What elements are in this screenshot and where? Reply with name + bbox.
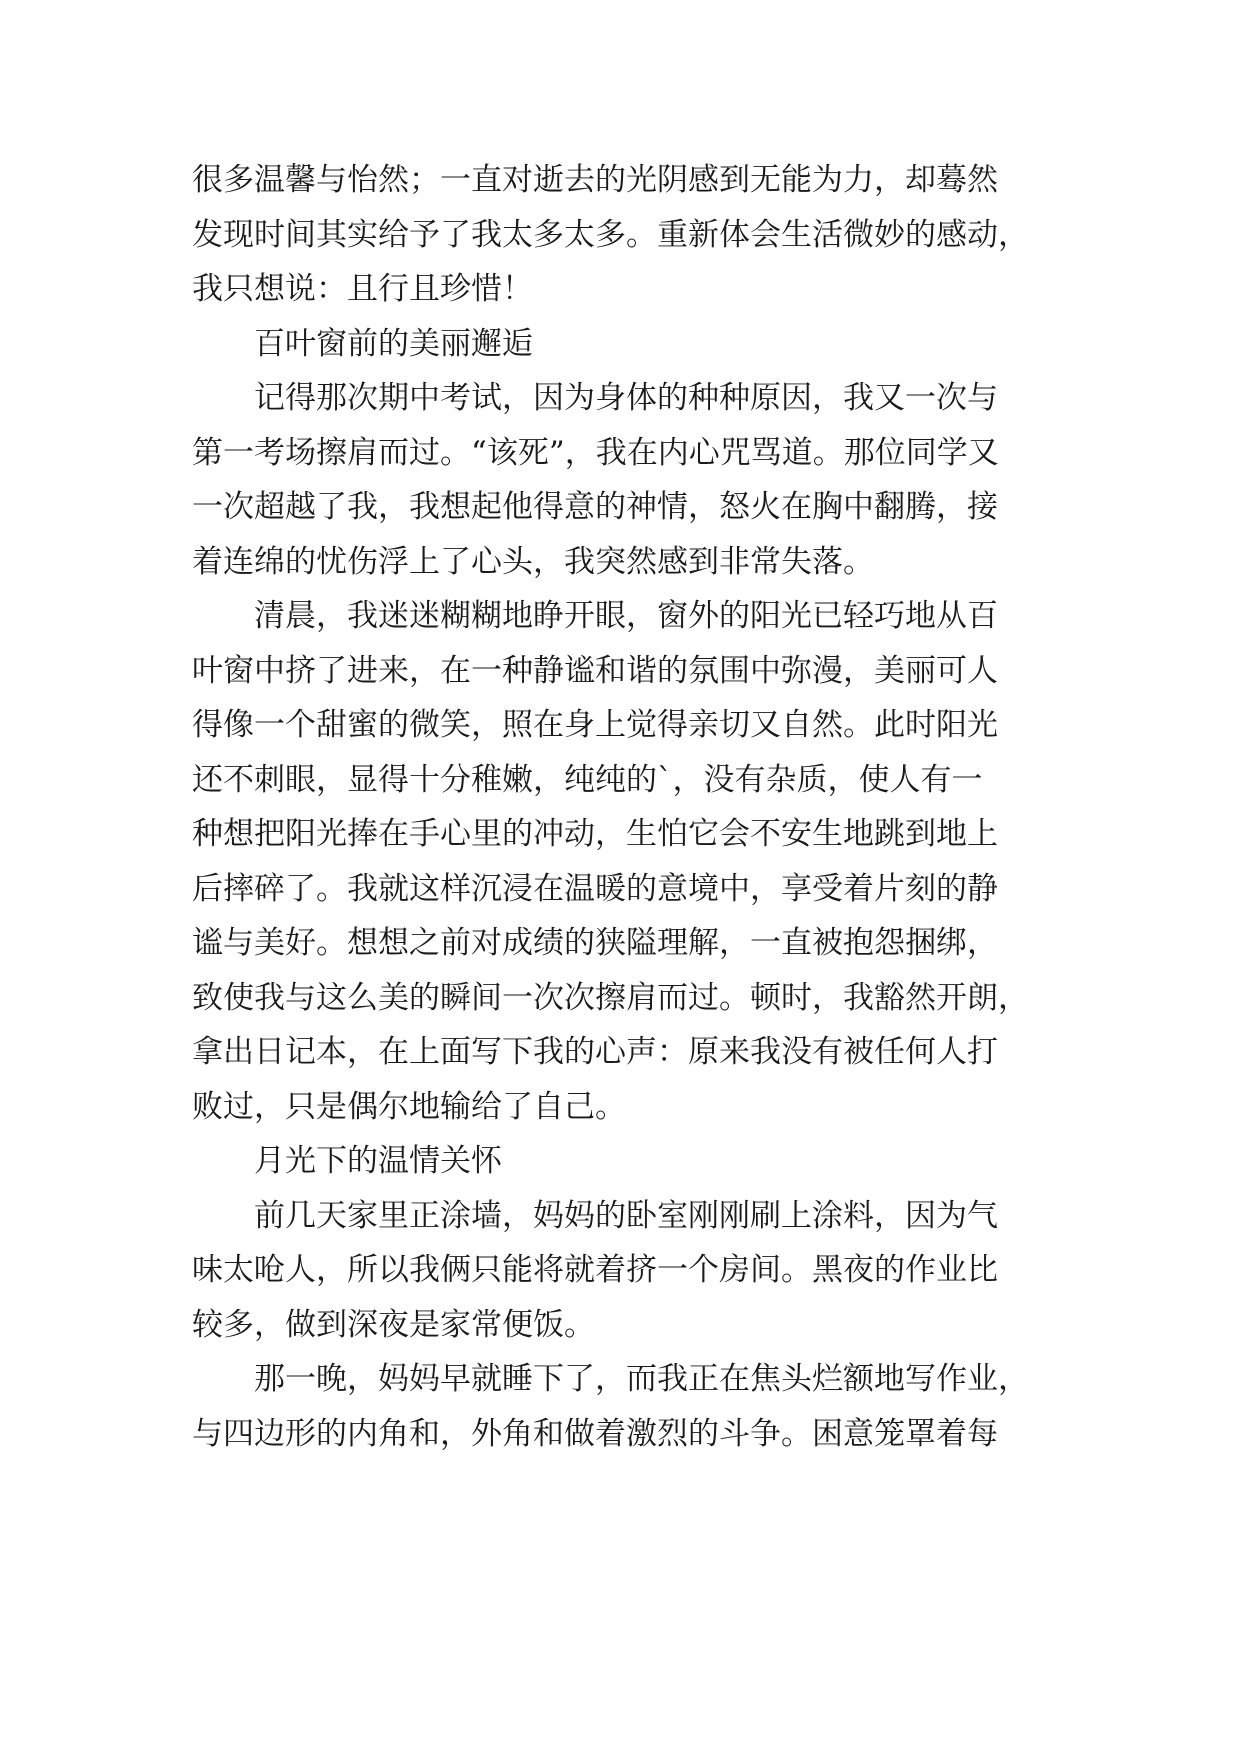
paragraph-line: 谧与美好。想想之前对成绩的狭隘理解，一直被抱怨捆绑，: [192, 925, 998, 961]
paragraph-line: 我只想说：且行且珍惜！: [192, 271, 533, 307]
paragraph-line: 记得那次期中考试，因为身体的种种原因，我又一次与: [254, 380, 998, 416]
paragraph-line: 发现时间其实给予了我太多太多。重新体会生活微妙的感动，: [192, 217, 1029, 253]
section-heading: 月光下的温情关怀: [254, 1143, 502, 1179]
paragraph-line: 着连绵的忧伤浮上了心头，我突然感到非常失落。: [192, 544, 874, 580]
section-heading: 百叶窗前的美丽邂逅: [254, 326, 533, 362]
paragraph-line: 种想把阳光捧在手心里的冲动，生怕它会不安生地跳到地上: [192, 816, 998, 852]
paragraph-line: 与四边形的内角和，外角和做着激烈的斗争。困意笼罩着每: [192, 1416, 998, 1452]
paragraph-line: 叶窗中挤了进来，在一种静谧和谐的氛围中弥漫，美丽可人: [192, 653, 998, 689]
paragraph-line: 第一考场擦肩而过。“该死”，我在内心咒骂道。那位同学又: [192, 435, 999, 471]
paragraph-line: 得像一个甜蜜的微笑，照在身上觉得亲切又自然。此时阳光: [192, 707, 998, 743]
paragraph-line: 很多温馨与怡然；一直对逝去的光阴感到无能为力，却蓦然: [192, 162, 998, 198]
paragraph-line: 较多，做到深夜是家常便饭。: [192, 1307, 595, 1343]
paragraph-line: 致使我与这么美的瞬间一次次擦肩而过。顿时，我豁然开朗，: [192, 980, 1029, 1016]
paragraph-line: 清晨，我迷迷糊糊地睁开眼，窗外的阳光已轻巧地从百: [254, 598, 998, 634]
paragraph-line: 味太呛人，所以我俩只能将就着挤一个房间。黑夜的作业比: [192, 1252, 998, 1288]
paragraph-line: 前几天家里正涂墙，妈妈的卧室刚刚刷上涂料，因为气: [254, 1198, 998, 1234]
paragraph-line: 那一晚，妈妈早就睡下了，而我正在焦头烂额地写作业，: [254, 1361, 1029, 1397]
paragraph-line: 一次超越了我，我想起他得意的神情，怒火在胸中翻腾，接: [192, 489, 998, 525]
paragraph-line: 后摔碎了。我就这样沉浸在温暖的意境中，享受着片刻的静: [192, 871, 998, 907]
paragraph-line: 还不刺眼，显得十分稚嫩，纯纯的`，没有杂质，使人有一: [192, 762, 983, 798]
paragraph-line: 拿出日记本，在上面写下我的心声：原来我没有被任何人打: [192, 1034, 998, 1070]
paragraph-line: 败过，只是偶尔地输给了自己。: [192, 1089, 626, 1125]
